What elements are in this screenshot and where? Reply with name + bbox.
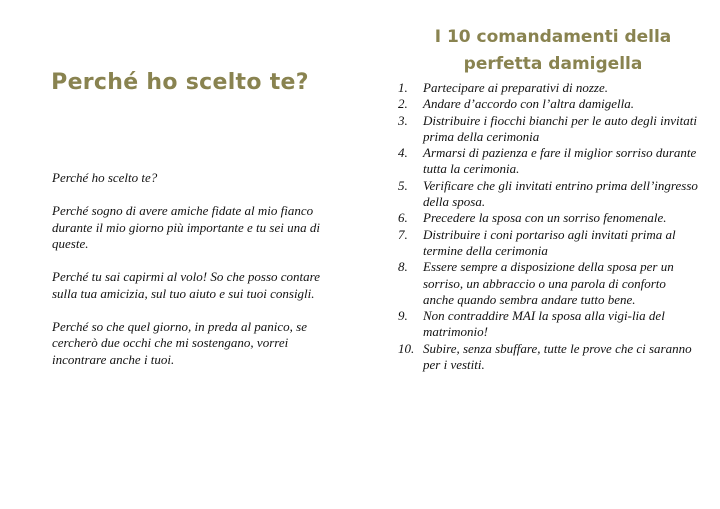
list-number: 3. [398,112,408,128]
list-text: Partecipare ai preparativi di nozze. [423,80,608,95]
list-number: 9. [398,308,408,324]
list-text: Essere sempre a disposizione della sposa per un sorriso, un abbraccio o una parola di conforto anche quando sembra andare tutto bene. [423,259,674,307]
list-text: Subire, senza sbuffare, tutte le prove che ci saranno per i vestiti. [423,340,692,373]
list-item [398,113,698,146]
list-text: Verificare che gli invitati entrino prima dell’ingresso della sposa. [423,177,698,210]
list-item [398,210,698,226]
list-text: Non contraddire MAI la sposa alla vigi-lia del matrimonio! [423,308,665,340]
list-item [398,80,698,96]
list-number: 6. [398,210,408,226]
list-item [398,178,698,211]
list-item [398,145,698,178]
right-page [360,0,720,509]
list-number: 4. [398,145,408,161]
list-number: 10. [398,340,415,356]
list-number: 8. [398,259,408,275]
list-item [398,96,698,112]
list-item [398,227,698,260]
letter-paragraph: Perché ho scelto te? [52,170,158,185]
list-number: 2. [398,96,408,112]
list-text: Distribuire i fiocchi bianchi per le auto degli invitati prima della cerimonia [423,112,697,144]
list-text: Distribuire i coni portariso agli invitati prima al termine della cerimonia [423,226,676,258]
letter-paragraph: Perché so che quel giorno, in preda al panico, se cercherò due occhi che mi sostengano, vorrei incontrare anche i tuoi. [52,318,308,367]
letter-paragraph: Perché tu sai capirmi al volo! So che posso contare sulla tua amicizia, sul tuo aiuto e sui tuoi consigli. [52,269,321,301]
commandments-list [398,80,698,373]
list-item [398,308,698,341]
list-number: 7. [398,226,408,242]
list-number: 1. [398,80,408,95]
list-item [398,341,698,374]
list-text: Andare d’accordo con l’altra damigella. [423,96,634,112]
list-number: 5. [398,177,408,193]
letter-body [52,170,337,385]
letter-paragraph: Perché sogno di avere amiche fidate al mio fianco durante il mio giorno più importante e tu sei una di queste. [52,203,320,251]
list-text: Precedere la sposa con un sorriso fenomenale. [423,210,667,226]
left-page-title: Perché ho scelto te? [51,70,309,95]
right-page-title: I 10 comandamenti della perfetta damigella [434,27,672,74]
list-text: Armarsi di pazienza e fare il miglior sorriso durante tutta la cerimonia. [423,145,697,177]
list-item [398,259,698,308]
